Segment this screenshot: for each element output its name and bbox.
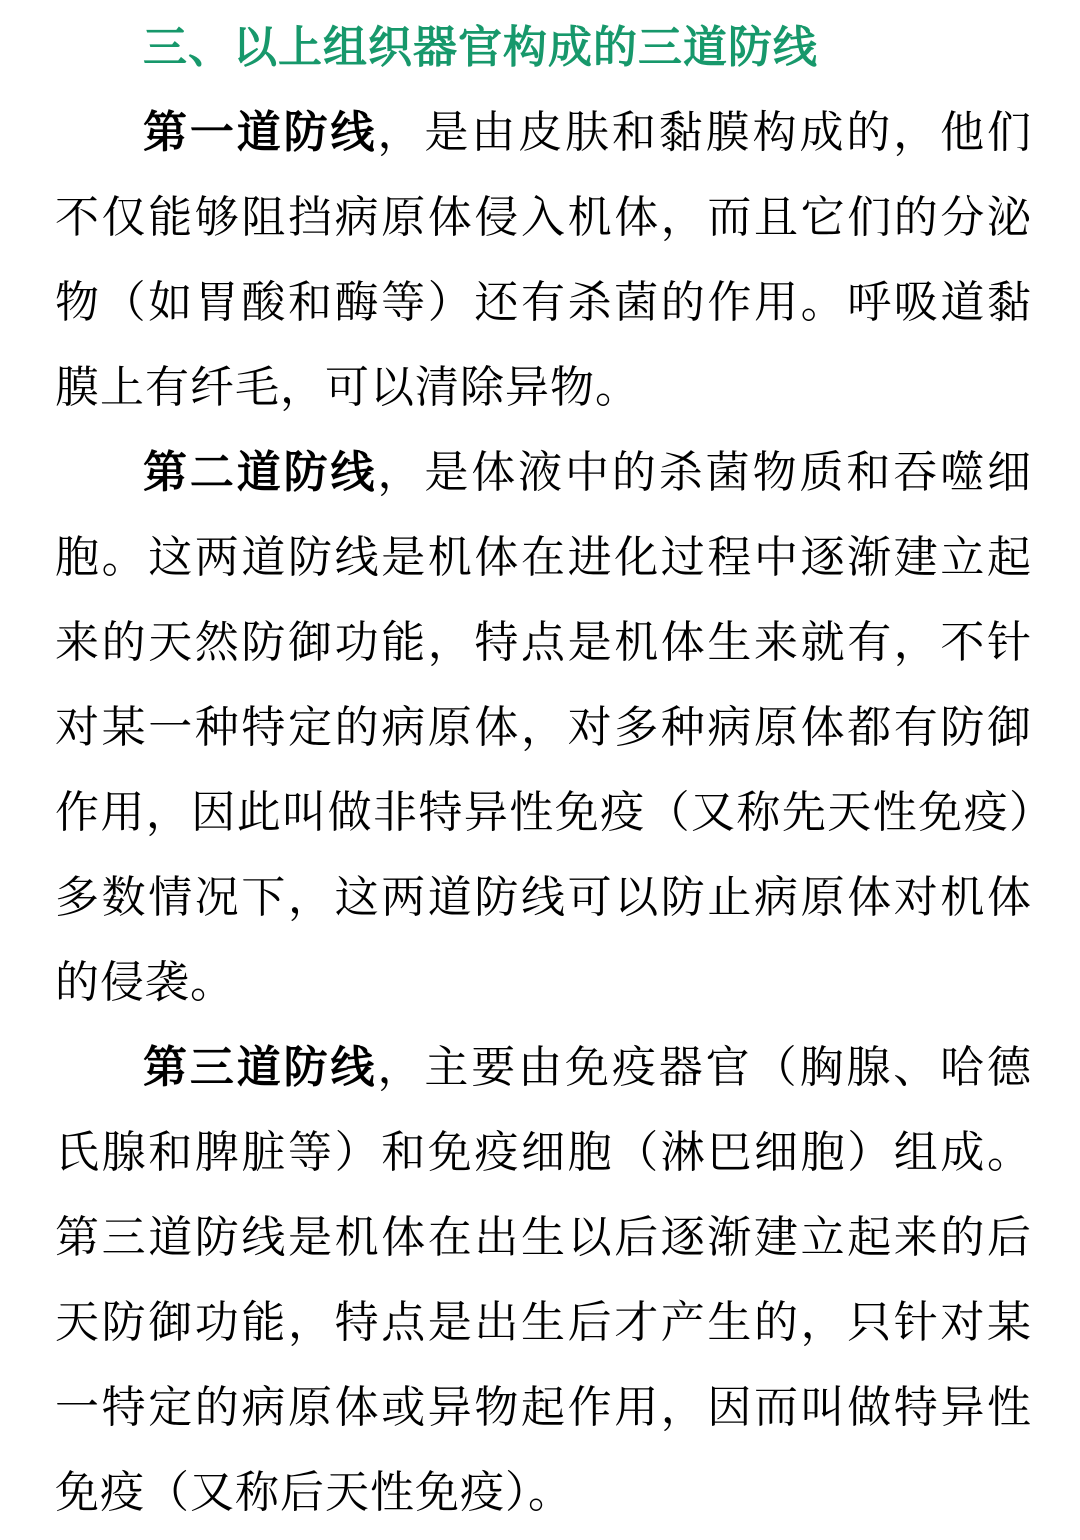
paragraph-first-defense	[55, 90, 1032, 430]
paragraph-third-defense	[55, 1025, 1032, 1535]
paragraph-text: ，是由皮肤和黏膜构成的，他们不仅能够阻挡病原体侵入机体，而且它们的分泌物（如胃酸和酶等）还有杀菌的作用。呼吸道黏膜上有纤毛，可以清除异物。	[55, 107, 1033, 413]
paragraph-text: ，是体液中的杀菌物质和吞噬细胞。这两道防线是机体在进化过程中逐渐建立起来的天然防御功能，特点是机体生来就有，不针对某一种特定的病原体，对多种病原体都有防御作用，因此叫做非特异性免疫（又称先天性免疫）多数情况下，这两道防线可以防止病原体对机体的侵袭。	[55, 447, 1033, 1008]
paragraph-lead: 第三道防线	[143, 1042, 378, 1093]
paragraph-lead: 第一道防线	[143, 107, 378, 158]
paragraph-second-defense	[55, 430, 1032, 1025]
paragraph-text: ，主要由免疫器官（胸腺、哈德氏腺和脾脏等）和免疫细胞（淋巴细胞）组成。第三道防线是机体在出生以后逐渐建立起来的后天防御功能，特点是出生后才产生的，只针对某一特定的病原体或异物起作用，因而叫做特异性免疫（又称后天性免疫）。	[55, 1042, 1033, 1518]
section-heading: 三、以上组织器官构成的三道防线	[143, 22, 818, 73]
paragraph-lead: 第二道防线	[143, 447, 378, 498]
